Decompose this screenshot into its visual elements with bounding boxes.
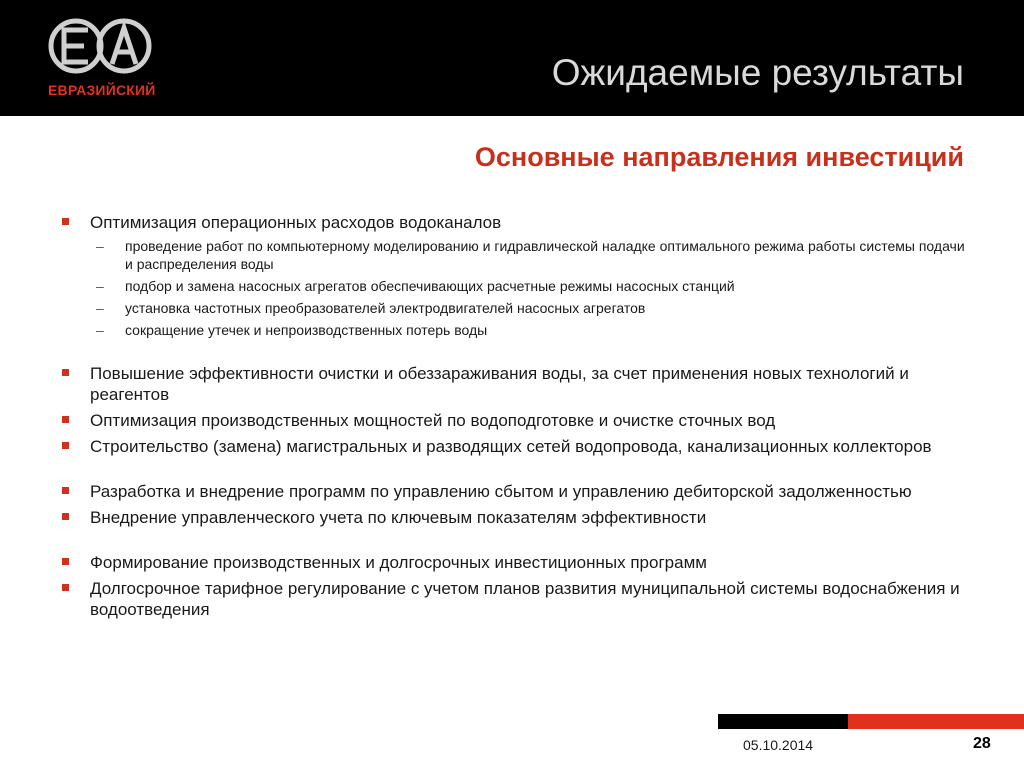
bullet-group xyxy=(62,363,972,457)
sub-text: установка частотных преобразователей электродвигателей насосных агрегатов xyxy=(125,300,646,316)
footer-bar-red xyxy=(848,714,1024,729)
sub-list xyxy=(90,237,972,339)
dash-icon: – xyxy=(96,300,104,316)
bullet-text: Строительство (замена) магистральных и разводящих сетей водопровода, канализационных коллекторов xyxy=(90,437,932,456)
dash-icon: – xyxy=(96,238,104,254)
sub-item xyxy=(90,237,972,273)
bullet-item xyxy=(62,481,972,502)
bullet-text: Оптимизация операционных расходов водоканалов xyxy=(90,213,502,232)
bullet-list xyxy=(62,212,972,644)
slide-title: Ожидаемые результаты xyxy=(551,52,964,93)
sub-item xyxy=(90,277,972,295)
page-number: 28 xyxy=(973,735,991,752)
bullet-text: Разработка и внедрение программ по управлению сбытом и управлению дебиторской задолженностью xyxy=(90,482,912,501)
footer-bar-black xyxy=(718,714,848,729)
bullet-item xyxy=(62,578,972,620)
bullet-square-icon xyxy=(62,558,69,565)
dash-icon: – xyxy=(96,278,104,294)
bullet-item xyxy=(62,363,972,405)
sub-text: проведение работ по компьютерному моделированию и гидравлической наладке оптимального режима работы системы подачи и распределения воды xyxy=(125,238,965,272)
sub-item xyxy=(90,321,972,339)
bullet-group xyxy=(62,552,972,620)
bullet-square-icon xyxy=(62,442,69,449)
bullet-square-icon xyxy=(62,218,69,225)
bullet-group xyxy=(62,481,972,528)
bullet-square-icon xyxy=(62,487,69,494)
bullet-text: Формирование производственных и долгосрочных инвестиционных программ xyxy=(90,553,707,572)
bullet-text: Оптимизация производственных мощностей по водоподготовке и очистке сточных вод xyxy=(90,411,776,430)
bullet-item xyxy=(62,507,972,528)
bullet-square-icon xyxy=(62,416,69,423)
bullet-item xyxy=(62,552,972,573)
bullet-item xyxy=(62,212,972,339)
footer-date: 05.10.2014 xyxy=(743,737,814,753)
bullet-item xyxy=(62,436,972,457)
company-logo xyxy=(48,18,164,100)
sub-text: подбор и замена насосных агрегатов обеспечивающих расчетные режимы насосных станций xyxy=(125,278,735,294)
sub-item xyxy=(90,299,972,317)
logo-emblem-icon xyxy=(48,18,164,80)
section-subtitle: Основные направления инвестиций xyxy=(474,142,964,172)
bullet-square-icon xyxy=(62,584,69,591)
dash-icon: – xyxy=(96,322,104,338)
sub-text: сокращение утечек и непроизводственных потерь воды xyxy=(125,322,488,338)
bullet-square-icon xyxy=(62,369,69,376)
header-bar xyxy=(0,0,1024,116)
bullet-square-icon xyxy=(62,513,69,520)
bullet-text: Внедрение управленческого учета по ключевым показателям эффективности xyxy=(90,508,707,527)
logo-text: ЕВРАЗИЙСКИЙ xyxy=(48,82,156,98)
bullet-item xyxy=(62,410,972,431)
bullet-text: Повышение эффективности очистки и обеззараживания воды, за счет применения новых технологий и реагентов xyxy=(90,364,909,404)
bullet-text: Долгосрочное тарифное регулирование с учетом планов развития муниципальной системы водоснабжения и водоотведения xyxy=(90,579,960,619)
bullet-group xyxy=(62,212,972,339)
